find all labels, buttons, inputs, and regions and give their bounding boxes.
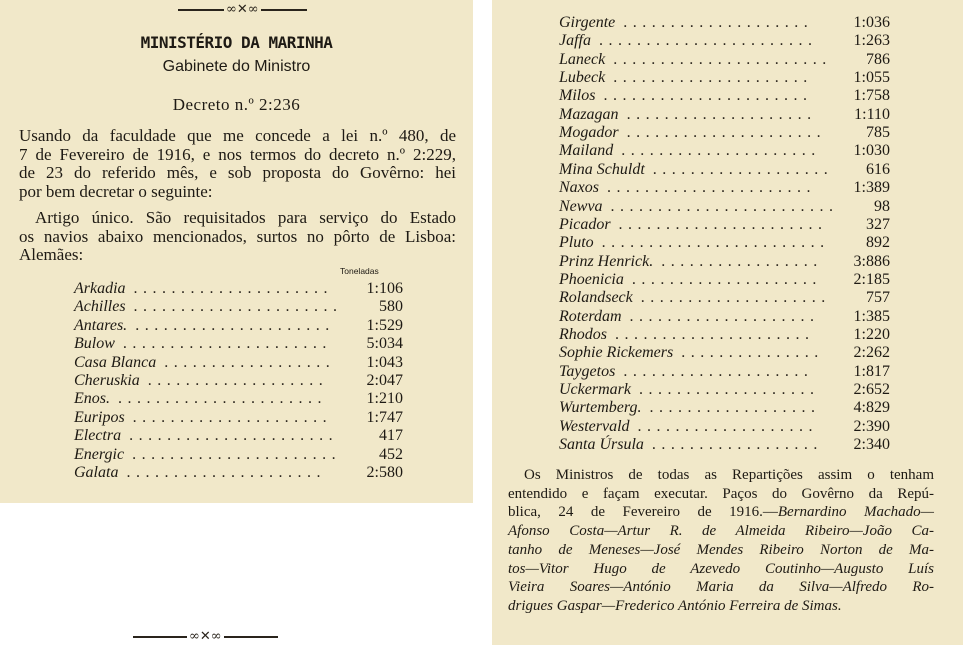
leader-dots: .................... bbox=[631, 270, 822, 288]
ship-tonnage: 785 bbox=[866, 124, 890, 142]
leader-dots: ..................... bbox=[135, 316, 335, 334]
ship-tonnage: 2:390 bbox=[853, 417, 890, 435]
ship-row bbox=[559, 124, 890, 142]
ship-name: Naxos bbox=[559, 179, 599, 197]
ship-row bbox=[559, 344, 890, 362]
decree-intro-paragraph bbox=[19, 127, 456, 201]
ship-tonnage: 1:817 bbox=[853, 362, 890, 380]
leader-dots: ...................... bbox=[133, 298, 343, 316]
ship-name: Roterdam bbox=[559, 307, 622, 325]
text-line: 7 de Fevereiro de 1916, e nos termos do decreto n.º 2:229, bbox=[19, 144, 456, 164]
leader-dots: ..................... bbox=[126, 464, 326, 481]
ship-tonnage: 417 bbox=[379, 427, 403, 445]
ship-tonnage: 786 bbox=[866, 50, 890, 68]
ship-name: Picador bbox=[559, 215, 611, 233]
ship-row bbox=[74, 464, 403, 482]
ship-tonnage: 2:185 bbox=[853, 270, 890, 288]
ship-name: Cheruskia bbox=[74, 372, 140, 389]
signatories-text: tos—Vitor Hugo de Azevedo Coutinho—Augusto Luís bbox=[508, 560, 934, 577]
ship-name: Galata bbox=[74, 464, 119, 481]
ship-name: Westervald bbox=[559, 417, 630, 435]
ship-name: Mogador bbox=[559, 124, 619, 142]
ship-row bbox=[74, 335, 403, 353]
ship-tonnage: 1:055 bbox=[853, 69, 890, 87]
ship-tonnage: 1:030 bbox=[853, 142, 890, 160]
ship-row bbox=[559, 51, 890, 69]
leader-dots: ..................... bbox=[626, 124, 827, 142]
ship-name: Casa Blanca bbox=[74, 353, 157, 371]
leader-dots: ........................ bbox=[610, 197, 839, 215]
leader-dots: .................... bbox=[629, 307, 820, 325]
ministry-title: MINISTÉRIO DA MARINHA bbox=[140, 33, 333, 52]
closing-paragraph bbox=[508, 466, 934, 616]
ship-tonnage: 1:747 bbox=[366, 408, 403, 426]
text-line bbox=[508, 541, 934, 560]
cabinet-subtitle: Gabinete do Ministro bbox=[162, 58, 311, 75]
leader-dots: .................... bbox=[623, 362, 814, 380]
leader-dots: .................... bbox=[623, 14, 814, 31]
ship-row bbox=[559, 399, 890, 417]
ship-row bbox=[559, 161, 890, 179]
leader-dots: .................... bbox=[626, 105, 817, 123]
ship-row bbox=[559, 69, 890, 87]
ship-tonnage: 98 bbox=[874, 197, 890, 215]
ship-tonnage: 1:529 bbox=[366, 316, 403, 334]
leader-dots: ...................... bbox=[122, 335, 332, 353]
ship-tonnage: 1:210 bbox=[366, 390, 403, 408]
ship-row bbox=[559, 326, 890, 344]
leader-dots: ..................... bbox=[132, 408, 333, 426]
ship-row bbox=[74, 280, 403, 298]
text-line: de 23 do referido mês, e sob proposta do Govêrno: hei bbox=[19, 163, 456, 182]
ship-name: Lubeck bbox=[559, 69, 606, 87]
ship-name: Arkadia bbox=[74, 280, 126, 297]
ship-tonnage: 616 bbox=[866, 160, 890, 178]
ship-tonnage: 2:047 bbox=[366, 372, 403, 389]
ship-list-left bbox=[74, 280, 403, 490]
ship-name: Wurtemberg. bbox=[559, 399, 642, 417]
text-line bbox=[508, 578, 934, 597]
ship-name: Euripos bbox=[74, 408, 125, 426]
ship-row bbox=[559, 308, 890, 326]
leader-dots: ...................... bbox=[132, 445, 342, 463]
ship-tonnage: 757 bbox=[866, 289, 890, 307]
ship-name: Milos bbox=[559, 87, 596, 105]
ship-name: Electra bbox=[74, 427, 122, 445]
leader-dots: ...................... bbox=[618, 215, 828, 233]
ship-tonnage: 452 bbox=[379, 445, 403, 463]
ship-tonnage: 1:389 bbox=[853, 179, 890, 197]
leader-dots: ...................... bbox=[603, 87, 813, 105]
ship-tonnage: 327 bbox=[866, 215, 890, 233]
article-paragraph bbox=[19, 209, 456, 265]
ship-name: Sophie Rickemers bbox=[559, 344, 674, 362]
ship-name: Newva bbox=[559, 197, 603, 215]
ship-tonnage: 2:340 bbox=[853, 436, 890, 454]
ship-row bbox=[559, 179, 890, 197]
ship-row bbox=[559, 271, 890, 289]
ship-row bbox=[559, 418, 890, 436]
text-segment: Os Ministros de todas as Repartições assim o tenham bbox=[524, 467, 934, 483]
ship-row bbox=[559, 289, 890, 307]
ship-name: Taygetos bbox=[559, 362, 616, 380]
ship-tonnage: 2:580 bbox=[366, 464, 403, 481]
text-line bbox=[508, 466, 934, 485]
leader-dots: ...................... bbox=[118, 390, 327, 408]
ship-name: Bulow bbox=[74, 335, 115, 353]
text-line bbox=[508, 522, 934, 541]
ship-name: Girgente bbox=[559, 14, 616, 31]
ship-tonnage: 1:110 bbox=[854, 105, 890, 123]
text-line: Alemães: bbox=[19, 245, 84, 264]
ship-name: Energic bbox=[74, 445, 125, 463]
ship-tonnage: 1:106 bbox=[366, 280, 403, 297]
ship-row bbox=[74, 354, 403, 372]
ship-name: Pluto bbox=[559, 234, 594, 252]
ship-tonnage: 2:652 bbox=[853, 381, 890, 398]
leader-dots: ...................... bbox=[607, 179, 816, 197]
ship-name: Jaffa bbox=[559, 32, 591, 50]
ship-tonnage: 1:758 bbox=[853, 87, 890, 105]
leader-dots: ................... bbox=[638, 381, 820, 398]
text-line: por bem decretar o seguinte: bbox=[19, 181, 213, 201]
leader-dots: ..................... bbox=[613, 69, 813, 87]
leader-dots: ..................... bbox=[615, 325, 815, 343]
ship-name: Mailand bbox=[559, 142, 614, 160]
text-segment: blica, 24 de Fevereiro de 1916.— bbox=[508, 504, 778, 521]
signatories-text: Vieira Soares—António Maria da Silva—Alfredo Ro- bbox=[508, 579, 934, 596]
leader-dots: ............... bbox=[681, 344, 824, 362]
ship-tonnage: 580 bbox=[379, 298, 403, 316]
ship-row bbox=[559, 363, 890, 381]
signatories-text: Bernardino Machado— bbox=[777, 504, 934, 521]
ship-name: Mazagan bbox=[559, 105, 619, 123]
ship-tonnage: 2:262 bbox=[853, 344, 890, 362]
ship-row bbox=[559, 436, 890, 454]
ornament-divider-bottom: ∞✕∞ bbox=[133, 630, 278, 643]
ship-list-right bbox=[559, 14, 890, 454]
ship-row bbox=[74, 446, 403, 464]
ship-row bbox=[74, 427, 403, 445]
ship-tonnage: 892 bbox=[866, 234, 890, 252]
ship-row bbox=[559, 87, 890, 105]
text-line bbox=[508, 597, 934, 616]
signatories-text: drigues Gaspar—Frederico António Ferreira de Simas. bbox=[508, 597, 842, 614]
leader-dots: ................... bbox=[652, 160, 834, 178]
decree-title: Decreto n.º 2:236 bbox=[172, 95, 301, 114]
leader-dots: .................. bbox=[164, 353, 336, 371]
leader-dots: ..................... bbox=[621, 142, 821, 160]
ship-name: Santa Úrsula bbox=[559, 436, 644, 454]
ship-row bbox=[74, 298, 403, 316]
ship-row bbox=[559, 381, 890, 399]
text-line: Usando da faculdade que me concede a lei n.º 480, de bbox=[19, 126, 456, 145]
signatories-text: Afonso Costa—Artur R. de Almeida Ribeiro—João Ca- bbox=[508, 523, 934, 540]
ship-name: Prinz Henrick. bbox=[559, 252, 654, 270]
ship-row bbox=[74, 390, 403, 408]
ship-name: Antares. bbox=[74, 316, 128, 334]
ship-row bbox=[74, 317, 403, 335]
leader-dots: .................. bbox=[651, 436, 823, 454]
leader-dots: .................. bbox=[649, 399, 821, 417]
ship-tonnage: 1:385 bbox=[853, 307, 890, 325]
text-line bbox=[508, 503, 934, 522]
text-line bbox=[508, 560, 934, 579]
ship-name: Mina Schuldt bbox=[559, 160, 645, 178]
signatories-text: tanho de Meneses—José Mendes Ribeiro Norton de Ma- bbox=[508, 541, 934, 558]
text-segment: entendido e façam executar. Paços do Govêrno da Repú- bbox=[508, 485, 934, 502]
text-line: Artigo único. São requisitados para serviço do Estado bbox=[35, 208, 456, 227]
ornament-divider-top: ∞✕∞ bbox=[178, 3, 307, 16]
ship-row bbox=[559, 142, 890, 160]
ship-row bbox=[559, 216, 890, 234]
ship-row bbox=[559, 14, 890, 32]
ship-row bbox=[559, 198, 890, 216]
leader-dots: ................. bbox=[661, 252, 823, 270]
ship-row bbox=[74, 372, 403, 390]
ship-tonnage: 3:886 bbox=[853, 252, 890, 270]
text-line: os navios abaixo mencionados, surtos no pôrto de Lisboa: bbox=[19, 226, 456, 246]
ship-name: Phoenicia bbox=[559, 270, 624, 288]
ship-tonnage: 4:829 bbox=[853, 399, 890, 417]
ship-name: Rhodos bbox=[559, 325, 607, 343]
leader-dots: ....................... bbox=[599, 32, 818, 50]
ship-row bbox=[559, 234, 890, 252]
ship-tonnage: 1:220 bbox=[853, 325, 890, 343]
leader-dots: ...................... bbox=[129, 427, 339, 445]
text-line bbox=[508, 485, 934, 504]
ship-name: Uckermark bbox=[559, 381, 631, 398]
leader-dots: ................... bbox=[637, 417, 819, 435]
ship-name: Enos. bbox=[74, 390, 110, 408]
leader-dots: ..................... bbox=[133, 280, 334, 297]
leader-dots: ................... bbox=[147, 372, 329, 389]
ship-row bbox=[559, 253, 890, 271]
leader-dots: ........................ bbox=[601, 234, 830, 252]
ship-name: Rolandseck bbox=[559, 289, 633, 307]
ship-row bbox=[559, 106, 890, 124]
ship-row bbox=[74, 409, 403, 427]
leader-dots: .................... bbox=[640, 289, 831, 307]
ship-tonnage: 1:036 bbox=[853, 14, 890, 31]
ship-name: Achilles bbox=[74, 298, 126, 316]
tonnage-column-header: Toneladas bbox=[340, 266, 379, 276]
ship-tonnage: 1:043 bbox=[366, 353, 403, 371]
ship-name: Laneck bbox=[559, 50, 606, 68]
ship-row bbox=[559, 32, 890, 50]
ship-tonnage: 5:034 bbox=[366, 335, 403, 353]
leader-dots: ....................... bbox=[613, 50, 832, 68]
ship-tonnage: 1:263 bbox=[853, 32, 890, 50]
